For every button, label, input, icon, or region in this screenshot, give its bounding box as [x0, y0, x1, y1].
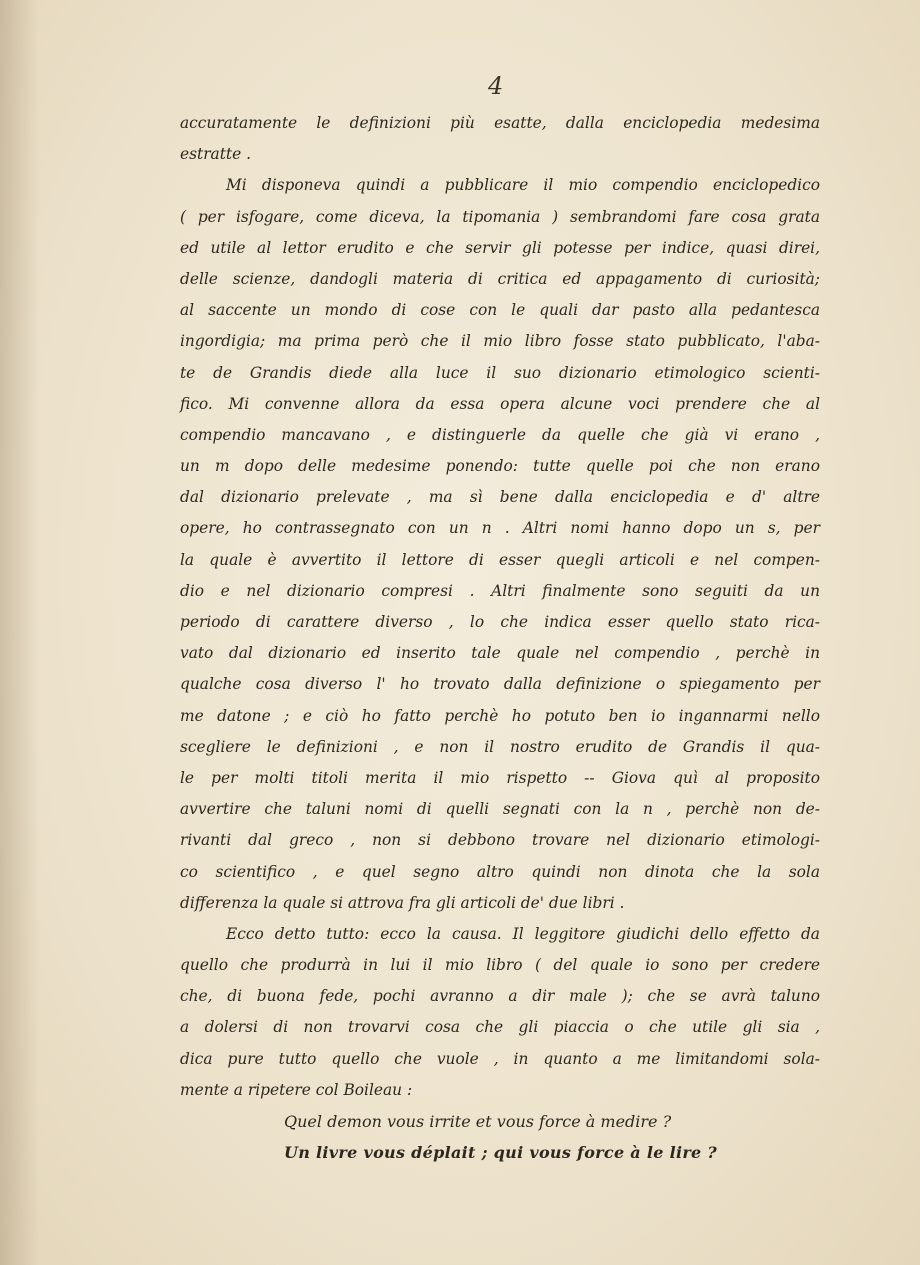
- text-line: dio e nel dizionario compresi . Altri finalmente sono seguiti da un: [180, 581, 820, 600]
- text-line: al saccente un mondo di cose con le quali dar pasto alla pedantesca: [180, 301, 820, 320]
- text-line: la quale è avvertito il lettore di esser quegli articoli e nel compen-: [180, 550, 820, 569]
- text-line: co scientifico , e quel segno altro quindi non dinota che la sola: [180, 862, 820, 881]
- text-line: le per molti titoli merita il mio rispetto -- Giova quì al proposito: [180, 768, 820, 787]
- text-line: estratte .: [180, 145, 251, 164]
- page-edge-shadow: [0, 0, 40, 1265]
- text-line: differenza la quale si attrova fra gli articoli de' due libri .: [180, 893, 625, 912]
- text-line: ( per isfogare, come diceva, la tipomania ) sembrandomi fare cosa grata: [180, 207, 820, 226]
- text-line: vato dal dizionario ed inserito tale quale nel compendio , perchè in: [180, 644, 820, 663]
- text-line: dal dizionario prelevate , ma sì bene dalla enciclopedia e d' altre: [180, 488, 820, 507]
- text-line: che, di buona fede, pochi avranno a dir male ); che se avrà taluno: [180, 987, 820, 1006]
- text-line: opere, ho contrassegnato con un n . Altri nomi hanno dopo un s, per: [180, 519, 820, 538]
- text-line: avvertire che taluni nomi di quelli segnati con la n , perchè non de-: [180, 800, 820, 819]
- text-line: ed utile al lettor erudito e che servir gli potesse per indice, quasi direi,: [180, 238, 820, 257]
- text-line: a dolersi di non trovarvi cosa che gli piaccia o che utile gli sia ,: [180, 1018, 820, 1037]
- text-line: delle scienze, dandogli materia di critica ed appagamento di curiosità;: [180, 269, 820, 288]
- text-line: quello che produrrà in lui il mio libro ( del quale io sono per credere: [180, 956, 820, 975]
- text-line: un m dopo delle medesime ponendo: tutte quelle poi che non erano: [180, 457, 820, 476]
- text-line: scegliere le definizioni , e non il nostro erudito de Grandis il qua-: [180, 737, 820, 756]
- body-text: [180, 108, 820, 1168]
- text-line: dica pure tutto quello che vuole , in quanto a me limitandomi sola-: [180, 1049, 820, 1068]
- text-line: periodo di carattere diverso , lo che indica esser quello stato rica-: [180, 613, 820, 631]
- verse-line: Un livre vous déplait ; qui vous force à le lire ?: [284, 1143, 718, 1163]
- page-number: 4: [488, 72, 505, 100]
- verse-line: Quel demon vous irrite et vous force à medire ?: [284, 1112, 672, 1131]
- text-line: ingordigia; ma prima però che il mio libro fosse stato pubblicato, l'aba-: [180, 332, 820, 351]
- text-line: me datone ; e ciò ho fatto perchè ho potuto ben io ingannarmi nello: [180, 706, 820, 725]
- text-line: compendio mancavano , e distinguerle da quelle che già vi erano ,: [180, 425, 820, 444]
- text-line: rivanti dal greco , non si debbono trovare nel dizionario etimologi-: [180, 831, 820, 850]
- text-line: accuratamente le definizioni più esatte, dalla enciclopedia medesima: [180, 114, 820, 132]
- text-line: fico. Mi convenne allora da essa opera alcune voci prendere che al: [180, 394, 820, 413]
- text-line: Ecco detto tutto: ecco la causa. Il leggitore giudichi dello effetto da: [226, 924, 820, 943]
- text-line: Mi disponeva quindi a pubblicare il mio compendio enciclopedico: [226, 176, 820, 195]
- text-line: te de Grandis diede alla luce il suo dizionario etimologico scienti-: [180, 363, 820, 382]
- text-line: mente a ripetere col Boileau :: [180, 1080, 413, 1099]
- text-line: qualche cosa diverso l' ho trovato dalla definizione o spiegamento per: [180, 675, 820, 694]
